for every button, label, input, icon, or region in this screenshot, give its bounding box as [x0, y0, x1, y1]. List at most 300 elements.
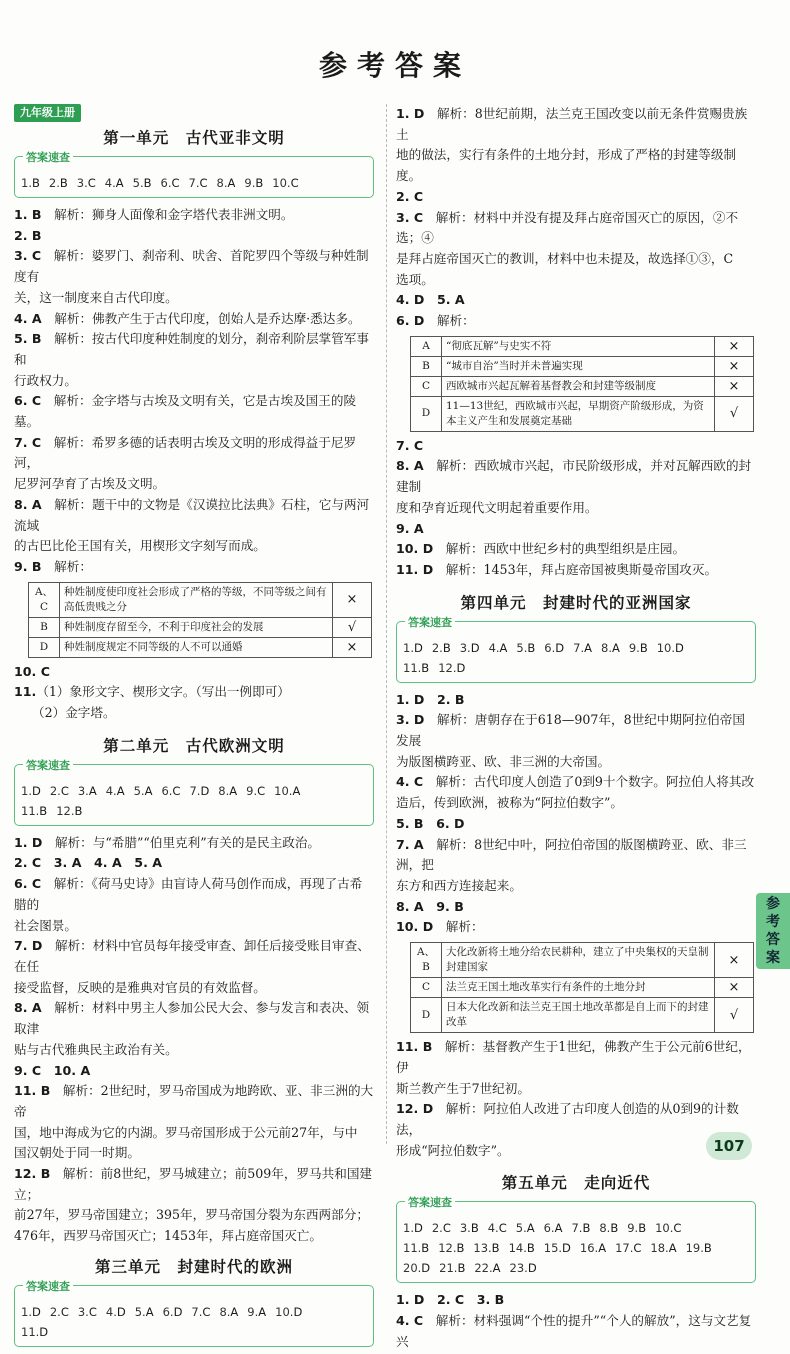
quick-answer-letter: C — [673, 1221, 682, 1236]
column-divider — [386, 104, 387, 1144]
answer-line: 3. C 解析：婆罗门、刹帝利、吠舍、首陀罗四个等级与种姓制度有 — [14, 248, 369, 285]
quick-answer — [474, 1258, 500, 1278]
quick-answer-number: 5. — [515, 1221, 527, 1236]
quick-answer — [655, 1218, 681, 1238]
quick-answer-letter: A — [668, 1241, 677, 1256]
answer-line: 1. D 解析：与“希腊”“伯里克利”有关的是民主政治。 — [14, 834, 321, 850]
unit-1-quick-answers — [14, 151, 374, 198]
answer-line: 8. A 解析：材料中男主人参加公民大会、参与发言和表决、领取津 — [14, 1000, 370, 1037]
quick-answer-letter: C — [172, 783, 181, 798]
unit-3-title: 第三单元 封建时代的欧洲 — [94, 1257, 293, 1276]
quick-answer-letter: A — [229, 783, 238, 798]
quick-answer-number: 1. — [403, 1221, 414, 1236]
page-title: 参考答案 — [318, 49, 471, 82]
quick-answer-number: 7. — [191, 1304, 203, 1319]
answer-line: 9. B 解析： — [14, 558, 92, 574]
quick-answer-letter: C — [202, 1304, 211, 1319]
option-cell: D — [411, 998, 442, 1033]
answer-line: 5. B 6. D — [396, 815, 465, 831]
quick-answer-number: 2. — [49, 783, 61, 798]
quick-answer-number: 9. — [627, 1221, 639, 1236]
answer-line: 前27年，罗马帝国建立；395年，罗马帝国分裂为东西两部分； — [14, 1207, 369, 1223]
quick-answer-number: 10. — [656, 640, 676, 655]
quick-answer-number: 21. — [439, 1261, 458, 1276]
answer-line: 6. C 解析：金字塔与古埃及文明有关，它是古埃及国王的陵墓。 — [14, 393, 357, 430]
quick-answer-letter: D — [200, 783, 210, 798]
answer-line: 6. C 解析：《荷马史诗》由盲诗人荷马创作而成，再现了古希腊的 — [14, 876, 363, 912]
mark-cell: × — [715, 943, 754, 978]
quick-answer-number: 2. — [49, 1304, 61, 1319]
quick-answer — [438, 658, 465, 678]
unit-3-quick-answers — [14, 1279, 374, 1347]
quick-row — [21, 1302, 367, 1322]
unit-3-answers-after — [396, 436, 756, 581]
quick-answer-number: 19. — [685, 1241, 704, 1256]
explanation-cell: 西欧城市兴起瓦解着基督教会和封建等级制度 — [442, 376, 715, 396]
quick-answer-letter: B — [639, 640, 648, 655]
quick-answer-number: 12. — [438, 1241, 457, 1256]
answer-line: 3. D 解析：唐朝存在于618—907年，8世纪中期阿拉伯帝国发展 — [396, 712, 745, 749]
side-tab-label: 参考答案 — [766, 896, 780, 966]
mark-cell: × — [715, 376, 754, 396]
quick-answer — [78, 1302, 97, 1322]
option-cell: C — [411, 376, 442, 396]
quick-answer-number: 11. — [21, 1324, 40, 1339]
quick-answer — [163, 1302, 183, 1322]
table-row — [29, 617, 372, 637]
quick-answer-number: 2. — [431, 1221, 443, 1236]
explanation-cell: 日本大化改新和法兰克王国土地改革都是自上而下的封建改革 — [442, 998, 715, 1033]
answer-line: 11. B 解析：基督教产生于1世纪，佛教产生于公元前6世纪，伊 — [396, 1039, 751, 1075]
unit-2-quick-answers — [14, 758, 374, 826]
quick-answer-number: 6. — [160, 176, 172, 190]
answer-line: 8. A 解析：题干中的文物是《汉谟拉比法典》石柱，它与两河流域 — [14, 496, 370, 533]
quick-answer-number: 5. — [133, 783, 145, 798]
quick-answer — [629, 638, 648, 658]
quick-answer-number: 16. — [579, 1241, 599, 1256]
quick-answer-letter: C — [60, 783, 69, 798]
quick-answer-number: 9. — [246, 783, 258, 798]
answer-line: 7. C 解析：希罗多德的话表明古埃及文明的形成得益于尼罗河， — [14, 434, 357, 471]
answer-line: 地的做法，实行有条件的土地分封，形成了严格的封建等级制度。 — [396, 147, 737, 184]
answer-line: 3. C 解析：材料中并没有提及拜占庭帝国灭亡的原因，②不选；④ — [396, 209, 739, 246]
quick-label: 答案速查 — [405, 1194, 455, 1210]
grade-badge: 九年级上册 — [14, 104, 81, 122]
quick-answer — [161, 781, 180, 801]
quick-answer-number: 9. — [244, 176, 256, 190]
mark-cell: × — [333, 582, 372, 617]
quick-answer — [106, 1302, 126, 1322]
quick-answer — [516, 1218, 535, 1238]
answer-line: 国汉朝处于同一时期。 — [14, 1145, 140, 1161]
quick-answer-letter: A — [584, 640, 592, 655]
quick-answer — [599, 1218, 618, 1238]
mark-cell: × — [715, 978, 754, 998]
answer-line: 为版图横跨亚、欧、非三洲的大帝国。 — [396, 753, 611, 769]
answer-line: 斯兰教产生于7世纪初。 — [396, 1080, 530, 1096]
quick-answer-number: 4. — [105, 1304, 117, 1319]
quick-answer — [580, 1238, 606, 1258]
quick-row — [21, 781, 367, 801]
quick-answer — [650, 1238, 676, 1258]
option-cell: D — [411, 396, 442, 431]
quick-answer — [573, 638, 592, 658]
quick-row — [403, 1258, 749, 1278]
quick-answer-letter: A — [227, 176, 236, 190]
quick-answer-letter: D — [421, 1261, 431, 1276]
quick-answer-letter: C — [87, 176, 96, 190]
mark-cell: √ — [715, 396, 754, 431]
unit-1-table — [28, 582, 372, 658]
quick-answer — [246, 781, 265, 801]
mark-cell: × — [333, 637, 372, 657]
option-cell: C — [411, 978, 442, 998]
answer-line: 4. C 解析：古代印度人创造了0到9十个数字。阿拉伯人将其改 — [396, 774, 755, 790]
unit-1-answers — [14, 205, 374, 578]
explanation-cell: “彻底瓦解”与史实不符 — [442, 336, 715, 356]
quick-answer — [488, 1218, 507, 1238]
answer-line: 12. B 解析：前8世纪，罗马城建立；前509年，罗马共和国建立； — [14, 1166, 373, 1202]
quick-answer — [473, 1238, 499, 1258]
quick-answer-letter: D — [173, 1304, 183, 1319]
quick-answer — [105, 173, 124, 193]
quick-answer-number: 3. — [459, 640, 471, 655]
quick-answer-letter: B — [491, 1241, 500, 1256]
quick-answer — [161, 173, 180, 193]
quick-answer-letter: B — [457, 1261, 466, 1276]
quick-answer — [601, 638, 620, 658]
quick-answer — [544, 1238, 571, 1258]
quick-answer — [21, 801, 47, 821]
quick-answer — [50, 1302, 69, 1322]
quick-answer-letter: D — [555, 640, 565, 655]
quick-answer-letter: C — [290, 176, 299, 190]
answer-line: 2. C 3. A 4. A 5. A — [14, 855, 162, 871]
quick-answer-letter: A — [145, 1304, 154, 1319]
answer-line: 东方和西方连接起来。 — [396, 877, 522, 893]
quick-answer-number: 11. — [403, 660, 422, 675]
quick-answer-number: 10. — [272, 176, 291, 190]
quick-answer — [49, 173, 68, 193]
option-cell: A、C — [29, 582, 60, 617]
quick-answer-number: 1. — [21, 1304, 32, 1319]
quick-answer-number: 4. — [105, 783, 117, 798]
quick-answer-letter: C — [199, 176, 208, 190]
quick-answer — [21, 1322, 48, 1342]
table-row — [411, 376, 754, 396]
quick-answer-letter: C — [498, 1221, 507, 1236]
quick-answer — [106, 781, 125, 801]
quick-row — [403, 1238, 749, 1258]
answer-line: 11. B 解析：2世纪时，罗马帝国成为地跨欧、亚、非三洲的大帝 — [14, 1083, 374, 1119]
quick-answer-number: 8. — [219, 1304, 231, 1319]
quick-answer-letter: B — [470, 1221, 479, 1236]
quick-answer — [21, 1302, 41, 1322]
answer-line: 6. D 解析： — [396, 313, 475, 329]
quick-answer-letter: D — [413, 640, 423, 655]
quick-answer-letter: A — [115, 176, 124, 190]
quick-answer-number: 8. — [218, 783, 230, 798]
quick-answer — [615, 1238, 641, 1258]
quick-answer — [438, 1238, 464, 1258]
quick-answer-letter: B — [442, 640, 451, 655]
quick-answer-number: 5. — [134, 1304, 146, 1319]
quick-label: 答案速查 — [23, 757, 73, 773]
quick-label: 答案速查 — [23, 149, 73, 165]
quick-answer-letter: A — [88, 783, 97, 798]
quick-answer — [244, 173, 263, 193]
explanation-cell: 种姓制度使印度社会形成了严格的等级，不同等级之间有高低贵贱之分 — [60, 582, 333, 617]
quick-answer — [219, 1302, 238, 1322]
explanation-cell: “城市自治”当时并未普遍实现 — [442, 356, 715, 376]
answer-line: 造后，传到欧洲，被称为“阿拉伯数字”。 — [396, 795, 623, 811]
quick-answer-letter: D — [39, 1324, 49, 1339]
answer-line: 选项。 — [396, 271, 434, 287]
quick-answer — [571, 1218, 590, 1238]
quick-answer-number: 9. — [247, 1304, 259, 1319]
quick-answer-number: 18. — [650, 1241, 669, 1256]
quick-answer-letter: B — [255, 176, 264, 190]
quick-answer — [403, 1218, 423, 1238]
quick-answer-letter: B — [31, 176, 40, 190]
quick-row — [403, 1218, 749, 1238]
quick-answer-letter: D — [527, 1261, 537, 1276]
quick-answer — [516, 638, 535, 658]
quick-answer-letter: C — [257, 783, 266, 798]
quick-answer-number: 10. — [274, 783, 293, 798]
answer-line: 尼罗河孕育了古埃及文明。 — [14, 476, 166, 492]
quick-answer — [489, 638, 508, 658]
answer-line: 1. D 2. C 3. B — [396, 1292, 505, 1308]
quick-answer — [247, 1302, 266, 1322]
quick-answer-number: 4. — [104, 176, 116, 190]
quick-answer-number: 6. — [162, 1304, 174, 1319]
quick-answer-letter: D — [31, 1304, 41, 1319]
explanation-cell: 11—13世纪，西欧城市兴起，早期资产阶级形成，为资本主义产生和发展奠定基础 — [442, 396, 715, 431]
quick-answer — [627, 1218, 646, 1238]
answer-line: 是拜占庭帝国灭亡的教训，材料中也未提及，故选择①③，C — [396, 250, 734, 266]
answer-line: 社会图景。 — [14, 917, 77, 933]
quick-answer — [544, 638, 564, 658]
quick-answer-number: 8. — [216, 176, 228, 190]
quick-answer — [509, 1238, 535, 1258]
right-column — [396, 104, 756, 1352]
table-row — [411, 943, 754, 978]
quick-answer-letter: D — [675, 640, 684, 655]
quick-answer — [56, 801, 82, 821]
quick-answer-letter: B — [638, 1221, 647, 1236]
option-cell: D — [29, 637, 60, 657]
quick-answer-number: 7. — [573, 640, 585, 655]
quick-answer — [432, 1218, 451, 1238]
quick-answer-letter: D — [293, 1304, 303, 1319]
answer-line: 5. B 解析：按古代印度种姓制度的划分，刹帝利阶层掌管军事和 — [14, 331, 369, 367]
quick-answer-letter: A — [292, 783, 301, 798]
quick-answer-number: 5. — [516, 640, 528, 655]
quick-answer-letter: D — [31, 783, 41, 798]
answer-line: 476年，西罗马帝国灭亡；1453年，拜占庭帝国灭亡。 — [14, 1228, 322, 1244]
quick-answer-letter: B — [74, 803, 83, 818]
quick-answer-letter: D — [413, 1221, 423, 1236]
quick-answer-letter: D — [470, 640, 480, 655]
quick-answer-letter: C — [633, 1241, 642, 1256]
answer-line: 7. D 解析：材料中官员每年接受审查、卸任后接受账目审查、在任 — [14, 938, 370, 974]
unit-4-table — [410, 942, 754, 1033]
quick-answer-letter: A — [611, 640, 620, 655]
quick-answer-letter: B — [526, 1241, 535, 1256]
quick-answer-number: 23. — [509, 1261, 528, 1276]
answer-line: 11. D 解析：1453年，拜占庭帝国被奥斯曼帝国攻灭。 — [396, 561, 718, 577]
option-cell: B — [411, 356, 442, 376]
quick-answer-letter: D — [456, 660, 466, 675]
answer-line: 2. B — [14, 227, 42, 243]
answer-line: 10. D 解析：西欧中世纪乡村的典型组织是庄园。 — [396, 541, 686, 557]
quick-answer-number: 17. — [615, 1241, 634, 1256]
quick-answer-letter: A — [230, 1304, 239, 1319]
quick-answer-letter: D — [562, 1241, 571, 1256]
quick-answer — [510, 1258, 537, 1278]
quick-answer-number: 12. — [438, 660, 457, 675]
quick-answer-number: 7. — [189, 783, 201, 798]
quick-answer-letter: A — [526, 1221, 535, 1236]
quick-answer — [403, 658, 429, 678]
quick-answer — [77, 173, 96, 193]
unit-5-quick-answers — [396, 1196, 756, 1283]
table-row — [411, 998, 754, 1033]
quick-answer-letter: A — [492, 1261, 501, 1276]
unit-1-answers-after — [14, 662, 374, 703]
quick-answer — [686, 1238, 712, 1258]
table-row — [411, 356, 754, 376]
quick-answer-letter: A — [554, 1221, 563, 1236]
answer-line: 4. D 5. A — [396, 292, 465, 308]
answer-line: 10. C — [14, 663, 50, 679]
quick-answer-number: 3. — [77, 1304, 89, 1319]
quick-answer-number: 22. — [474, 1261, 493, 1276]
option-cell: A — [411, 336, 442, 356]
answer-line: 8. A 解析：西欧城市兴起，市民阶级形成，并对瓦解西欧的封建制 — [396, 458, 752, 495]
quick-answer — [133, 173, 152, 193]
quick-answer — [134, 781, 153, 801]
quick-answer — [272, 173, 298, 193]
quick-answer-letter: A — [144, 783, 153, 798]
quick-row — [403, 638, 749, 658]
unit-3-answers — [396, 104, 756, 332]
quick-row — [403, 658, 749, 678]
answer-line: 度和孕育近现代文明起着重要作用。 — [396, 499, 598, 515]
unit-2-answers — [14, 833, 374, 1247]
answer-line: 7. A 解析：8世纪中叶，阿拉伯帝国的版图横跨亚、欧、非三洲，把 — [396, 836, 747, 873]
quick-answer — [439, 1258, 465, 1278]
option-cell: A、B — [411, 943, 442, 978]
quick-label: 答案速查 — [405, 614, 455, 630]
answer-line: 11.（1）象形文字、楔形文字。（写出一例即可） — [14, 684, 290, 700]
quick-answer-number: 3. — [459, 1221, 471, 1236]
quick-answer-letter: A — [598, 1241, 607, 1256]
quick-answer-number: 11. — [21, 803, 40, 818]
quick-answer — [274, 781, 300, 801]
unit-4-quick-answers — [396, 615, 756, 683]
quick-answer-number: 20. — [403, 1261, 422, 1276]
unit-2-title: 第二单元 古代欧洲文明 — [103, 736, 285, 755]
quick-answer-letter: B — [143, 176, 152, 190]
answer-line: 贴与古代雅典民主政治有关。 — [14, 1041, 178, 1057]
quick-row — [21, 801, 367, 821]
table-row — [411, 978, 754, 998]
page-number: 107 — [706, 1132, 752, 1160]
answer-line: 4. A 解析：佛教产生于古代印度，创始人是乔达摩·悉达多。 — [14, 310, 361, 326]
quick-answer-number: 15. — [543, 1241, 563, 1256]
quick-answer — [21, 781, 41, 801]
answer-line: 1. D 2. B — [396, 691, 465, 707]
answer-line: 1. D 解析：8世纪前期，法兰克王国改变以前无条件赏赐贵族土 — [396, 106, 748, 142]
quick-answer-number: 9. — [628, 640, 640, 655]
answer-line: 12. D 解析：阿拉伯人改进了古印度人创造的从0到9的计数法， — [396, 1101, 739, 1137]
quick-answer-number: 6. — [161, 783, 173, 798]
quick-answer-number: 14. — [508, 1241, 527, 1256]
mark-cell: × — [715, 356, 754, 376]
quick-answer-number: 3. — [77, 783, 89, 798]
side-tab — [756, 893, 790, 969]
quick-answer-number: 10. — [275, 1304, 294, 1319]
quick-answer-letter: B — [59, 176, 68, 190]
quick-answer-letter: A — [258, 1304, 267, 1319]
table-row — [411, 336, 754, 356]
quick-answer-number: 8. — [599, 1221, 611, 1236]
quick-answer — [544, 1218, 563, 1238]
answer-line: 国，地中海成为它的内湖。罗马帝国形成于公元前27年，与中 — [14, 1124, 358, 1140]
answer-line: 9. C 10. A — [14, 1062, 91, 1078]
quick-answer — [275, 1302, 302, 1322]
quick-answer-number: 4. — [487, 1221, 499, 1236]
quick-answer-number: 10. — [655, 1221, 674, 1236]
answer-line: 接受监督，反映的是雅典对官员的有效监督。 — [14, 979, 266, 995]
mark-cell: √ — [715, 998, 754, 1033]
quick-answer-letter: C — [442, 1221, 451, 1236]
quick-answer-letter: B — [39, 803, 48, 818]
quick-answer-letter: A — [116, 783, 125, 798]
option-cell: B — [29, 617, 60, 637]
quick-answer-number: 11. — [403, 1241, 422, 1256]
left-column — [14, 104, 374, 1354]
quick-answer-letter: B — [421, 1241, 430, 1256]
quick-answer — [50, 781, 69, 801]
answer-line: 关，这一制度来自古代印度。 — [14, 289, 178, 305]
unit-4-answers-after — [396, 1037, 756, 1161]
quick-row — [21, 173, 367, 193]
quick-answer — [403, 1238, 429, 1258]
unit-5-answers — [396, 1290, 756, 1352]
quick-answer-letter: D — [116, 1304, 126, 1319]
quick-answer-number: 2. — [48, 176, 60, 190]
quick-answer — [403, 1258, 430, 1278]
quick-answer — [657, 638, 684, 658]
quick-answer — [460, 638, 480, 658]
quick-answer-number: 3. — [76, 176, 88, 190]
unit-1-title: 第一单元 古代亚非文明 — [103, 129, 285, 147]
quick-answer — [191, 1302, 210, 1322]
explanation-cell: 种姓制度规定不同等级的人不可以通婚 — [60, 637, 333, 657]
table-row — [411, 396, 754, 431]
quick-answer-number: 4. — [488, 640, 500, 655]
unit-3-table — [410, 336, 754, 432]
answer-line: 形成“阿拉伯数字”。 — [396, 1142, 510, 1158]
quick-answer — [78, 781, 97, 801]
quick-answer-number: 6. — [543, 1221, 555, 1236]
quick-answer — [218, 781, 237, 801]
mark-cell: √ — [333, 617, 372, 637]
quick-answer-number: 13. — [473, 1241, 492, 1256]
